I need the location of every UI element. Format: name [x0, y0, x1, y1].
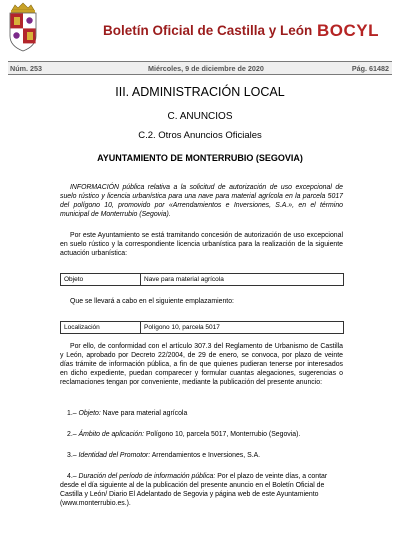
issue-date: Miércoles, 9 de diciembre de 2020: [148, 63, 264, 73]
list-item: [60, 431, 343, 440]
publication-title: Boletín Oficial de Castilla y León: [103, 23, 313, 38]
item-number: 2.–: [67, 431, 77, 438]
table-label-cell: Localización: [61, 322, 141, 334]
list-item: [60, 410, 343, 419]
bocyl-logo-text: BOCYL: [317, 21, 379, 40]
paragraph-3: Por ello, de conformidad con el artículo 307.3 del Reglamento de Urbanismo de Castilla y León, aprobado por Decreto 22/2004, de 29 de enero, se convoca, por plazo de veinte días trámite de información pública, a fin de que quienes pudieran tenerse por interesados en dicho expediente, puedan comparecer y formular cuantas alegaciones, sugerencias o reclamaciones tengan por conveniente, mediante la publicación del presente anuncio:: [60, 343, 343, 386]
issue-info-bar: [8, 61, 392, 75]
table-label-cell: Objeto: [61, 274, 141, 286]
item-label: Objeto:: [78, 410, 101, 417]
issue-number: Núm. 253: [10, 63, 42, 73]
paragraph-2: Que se llevará a cabo en el siguiente emplazamiento:: [70, 298, 234, 305]
item-text: Nave para material agrícola: [102, 410, 188, 417]
item-label: Duración del período de información pública:: [78, 473, 216, 480]
coat-of-arms-icon: [6, 2, 40, 54]
subsubsection-title: C.2. Otros Anuncios Oficiales: [138, 130, 262, 141]
item-text: Arrendamientos e Inversiones, S.A.: [151, 452, 261, 459]
list-item: [60, 452, 343, 461]
item-label: Ámbito de aplicación:: [78, 431, 145, 438]
item-text: Polígono 10, parcela 5017, Monterrubio (Segovia).: [145, 431, 301, 438]
page-number: Pág. 61482: [351, 63, 389, 73]
item-text: Por el plazo de veinte días, a contar desde el día siguiente al de la publicación del presente anuncio en el Boletín Oficial de Castilla y León/ Diario El Adelantado de Segovia y página web de este Ayuntamiento (www.monterrubio.es.).: [60, 473, 328, 507]
location-table: [60, 321, 344, 334]
intro-paragraph: INFORMACIÓN pública relativa a la solicitud de autorización de uso excepcional de suelo rústico y licencia urbanística para una nave para material agrícola en la parcela 5017 del polígono 10, promovido por «Arrendamientos e Inversiones, S.A.», en el término municipal de Monterrubio (Segovia).: [60, 184, 343, 218]
entity-title: AYUNTAMIENTO DE MONTERRUBIO (SEGOVIA): [97, 153, 303, 163]
item-number: 1.–: [67, 410, 77, 417]
subsection-title: C. ANUNCIOS: [167, 111, 233, 122]
object-table: [60, 273, 344, 286]
table-value-cell: Nave para material agrícola: [141, 274, 344, 286]
paragraph-1: Por este Ayuntamiento se está tramitando concesión de autorización de uso excepcional en suelo rústico y la correspondiente licencia urbanística para la realización de la siguiente actuación urbanística:: [60, 232, 343, 257]
table-row: [61, 322, 344, 334]
list-item: [60, 473, 343, 509]
page-header: [0, 0, 400, 62]
table-row: [61, 274, 344, 286]
table-value-cell: Polígono 10, parcela 5017: [141, 322, 344, 334]
item-number: 3.–: [67, 452, 77, 459]
item-label: Identidad del Promotor:: [78, 452, 151, 459]
item-number: 4.–: [67, 473, 77, 480]
section-title: III. ADMINISTRACIÓN LOCAL: [115, 85, 285, 99]
